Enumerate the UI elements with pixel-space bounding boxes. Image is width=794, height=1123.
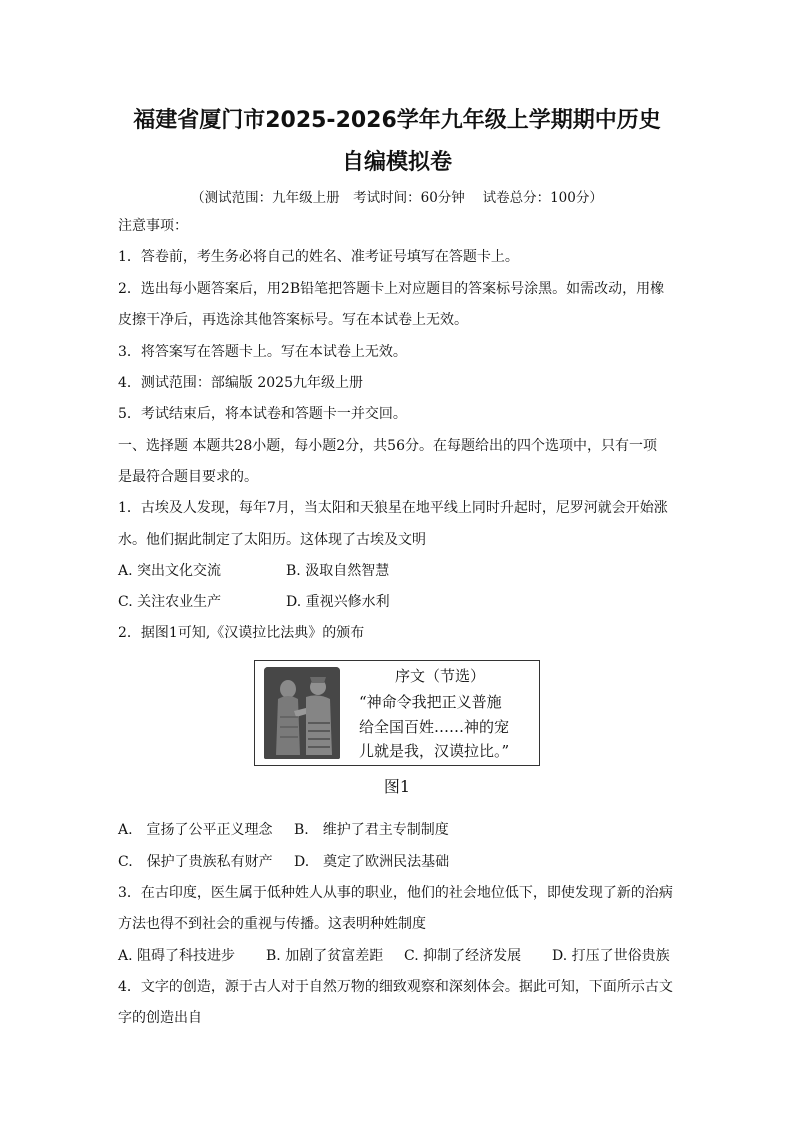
figure-caption: 图1 (383, 777, 411, 796)
q2-option-c: C. 保护了贵族私有财产 (118, 854, 273, 870)
notice-heading: 注意事项： (118, 218, 188, 234)
notice-item-1: 1．答卷前，考生务必将自己的姓名、准考证号填写在答题卡上。 (118, 249, 519, 265)
figure-quote-line2: 给全国百姓……神的宠 (359, 718, 510, 736)
section-heading-line1: 一、选择题 本题共28小题，每小题2分，共56分。在每题给出的四个选项中，只有一项 (118, 438, 657, 454)
q2-option-a: A. 宣扬了公平正义理念 (118, 822, 273, 838)
q3-option-c: C. 抑制了经济发展 (404, 948, 522, 964)
q3-option-a: A. 阻碍了科技进步 (118, 948, 236, 964)
page-title-line1: 福建省厦门市2025-2026学年九年级上学期期中历史 (133, 108, 661, 133)
stele-relief-drawing (264, 667, 340, 759)
figure-quote-line1: “神命令我把正义普施 (359, 693, 502, 711)
notice-item-2-line2: 皮擦干净后，再选涂其他答案标号。写在本试卷上无效。 (118, 312, 468, 328)
figure-quote-line3: 儿就是我，汉谟拉比。” (359, 742, 510, 760)
figure-title: 序文（节选） (394, 667, 485, 685)
page-title-line2: 自编模拟卷 (341, 150, 452, 175)
q4-stem-line2: 字的创造出自 (118, 1010, 202, 1026)
exam-info: （测试范围：九年级上册 考试时间：60分钟 试卷总分：100分） (191, 190, 603, 206)
section-heading-line2: 是最符合题目要求的。 (118, 469, 258, 485)
q1-option-d: D. 重视兴修水利 (286, 594, 390, 610)
q3-option-d: D. 打压了世俗贵族 (552, 948, 670, 964)
q1-stem-line2: 水。他们据此制定了太阳历。这体现了古埃及文明 (118, 532, 426, 548)
q1-option-c: C. 关注农业生产 (118, 594, 222, 610)
notice-item-4: 4．测试范围：部编版 2025九年级上册 (118, 375, 363, 391)
q2-option-b: B. 维护了君主专制制度 (294, 822, 449, 838)
q3-stem-line1: 3．在古印度，医生属于低种姓人从事的职业，他们的社会地位低下，即使发现了新的治病 (118, 885, 673, 901)
q2-stem: 2．据图1可知,《汉谟拉比法典》的颁布 (118, 625, 365, 641)
notice-item-3: 3．将答案写在答题卡上。写在本试卷上无效。 (118, 344, 407, 360)
q1-option-a: A. 突出文化交流 (118, 563, 222, 579)
q1-stem-line1: 1．古埃及人发现，每年7月，当太阳和天狼星在地平线上同时升起时，尼罗河就会开始涨 (118, 500, 668, 516)
notice-item-2-line1: 2．选出每小题答案后，用2B铅笔把答题卡上对应题目的答案标号涂黑。如需改动，用橡 (118, 281, 665, 297)
q3-stem-line2: 方法也得不到社会的重视与传播。这表明种姓制度 (118, 916, 426, 932)
q4-stem-line1: 4．文字的创造，源于古人对于自然万物的细致观察和深刻体会。据此可知，下面所示古文 (118, 979, 673, 995)
q2-option-d: D. 奠定了欧洲民法基础 (294, 854, 450, 870)
q1-option-b: B. 汲取自然智慧 (286, 563, 390, 579)
hammurabi-stele-relief-image (264, 667, 340, 759)
notice-item-5: 5．考试结束后，将本试卷和答题卡一并交回。 (118, 406, 407, 422)
figure-1 (254, 660, 540, 766)
q3-option-b: B. 加剧了贫富差距 (266, 948, 384, 964)
